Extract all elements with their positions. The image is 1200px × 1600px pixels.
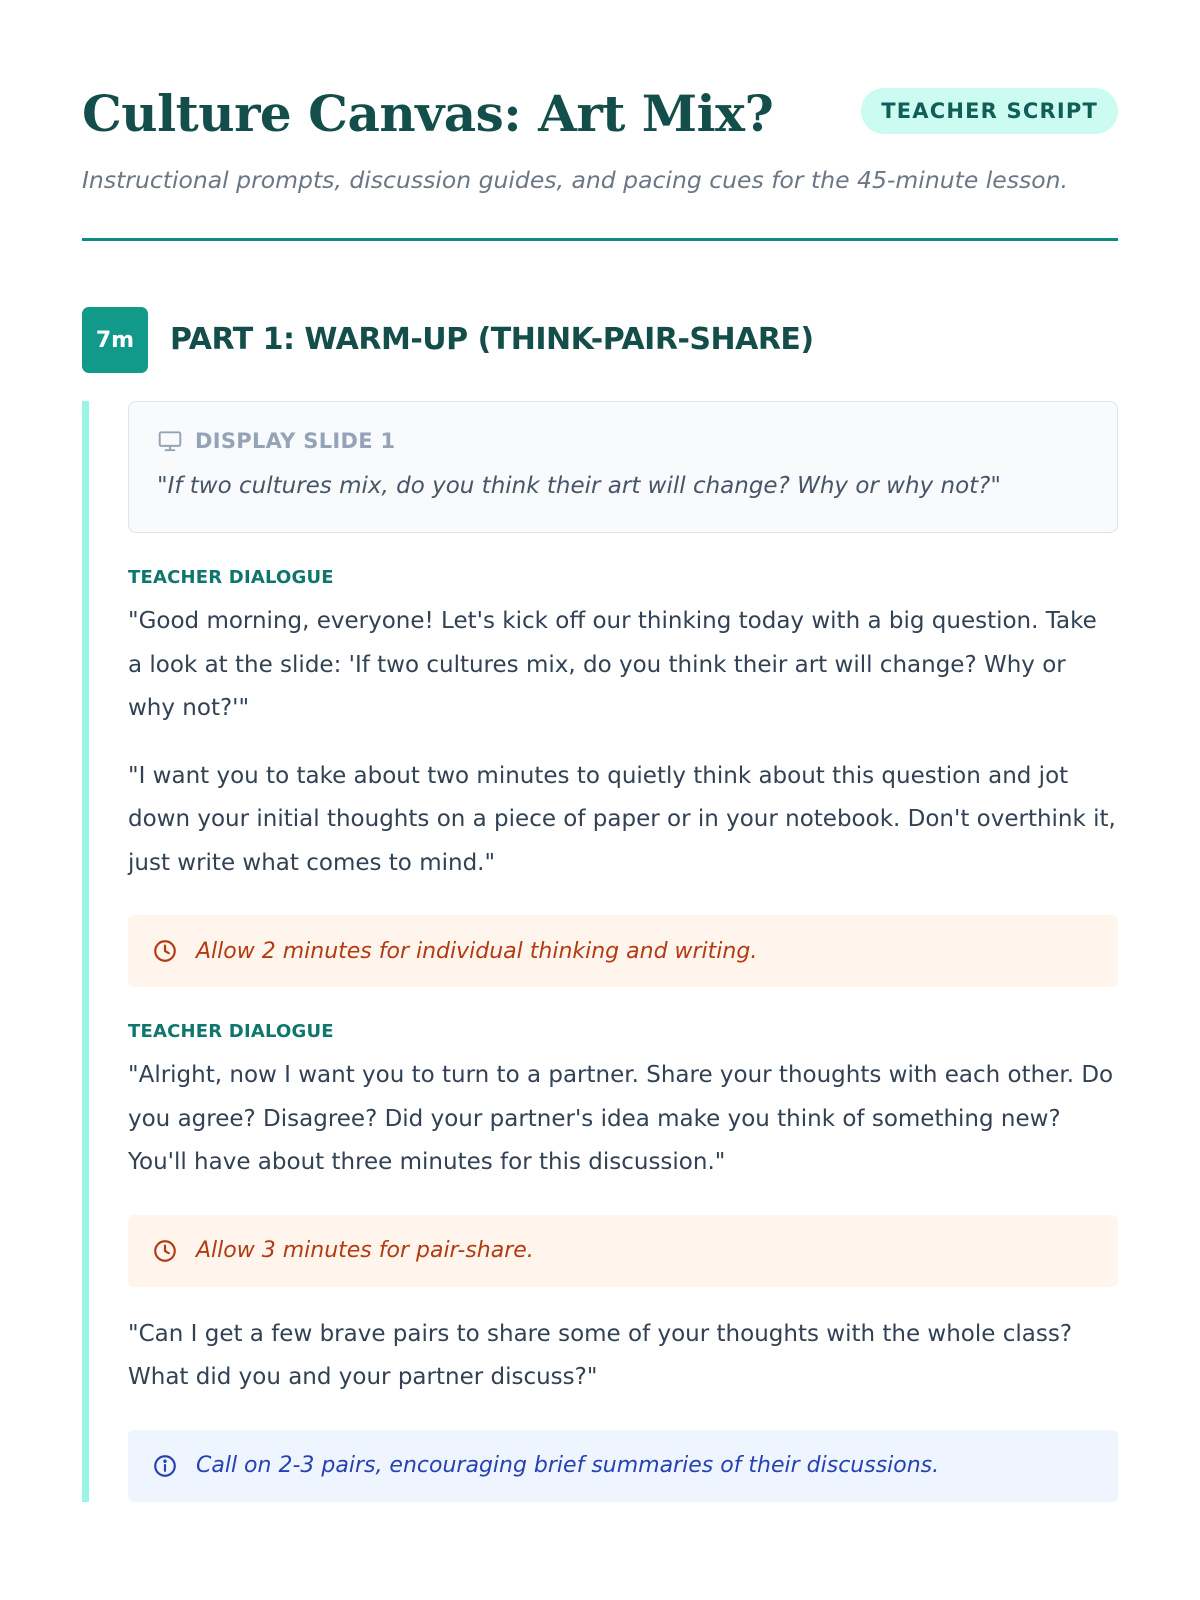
dialogue-paragraph: "I want you to take about two minutes to quietly think about this question and jot down your initial thoughts on a piece of paper or in your notebook. Don't overthink it, just write what comes to mind." [128,762,1116,876]
header-divider [82,238,1118,241]
part-title: PART 1: WARM-UP (THINK-PAIR-SHARE) [170,322,814,357]
pacing-note [128,1215,1118,1287]
part-heading [82,307,1118,373]
teacher-script-badge: TEACHER SCRIPT [861,88,1118,134]
info-note-text: Call on 2-3 pairs, encouraging brief summaries of their discussions. [196,1453,940,1478]
dialogue-paragraph: "Can I get a few brave pairs to share some of your thoughts with the whole class? What did you and your partner discuss?" [128,1320,1073,1390]
monitor-icon [157,428,183,454]
dialogue-paragraph: "Good morning, everyone! Let's kick off our thinking today with a big question. Take a look at the slide: 'If two cultures mix, do you think their art will change? Why or why not?'" [128,608,1097,721]
slide-label: DISPLAY SLIDE 1 [195,429,396,453]
info-note [128,1430,1118,1502]
dialogue-label: TEACHER DIALOGUE [128,1021,334,1042]
display-slide-box [128,401,1118,533]
info-icon [152,1453,178,1479]
page-title: Culture Canvas: Art Mix? [82,84,774,143]
dialogue-label: TEACHER DIALOGUE [128,567,334,588]
part-content [82,401,1118,1502]
slide-quote: "If two cultures mix, do you think their art will change? Why or why not?" [157,473,1001,499]
duration-badge: 7m [82,307,148,373]
page-header [82,82,1118,146]
clock-icon [152,1238,178,1264]
pacing-note-text: Allow 2 minutes for individual thinking and writing. [196,938,758,964]
slide-header [157,428,1089,454]
pacing-note-text: Allow 3 minutes for pair-share. [196,1238,534,1263]
page-subtitle: Instructional prompts, discussion guides, and pacing cues for the 45-minute lesson. [82,166,1068,194]
clock-icon [152,938,178,964]
dialogue-paragraph: "Alright, now I want you to turn to a partner. Share your thoughts with each other. Do you agree? Disagree? Did your partner's idea make you think of something new? You'll have about three minutes for this discussion." [128,1062,1114,1175]
pacing-note [128,915,1118,987]
